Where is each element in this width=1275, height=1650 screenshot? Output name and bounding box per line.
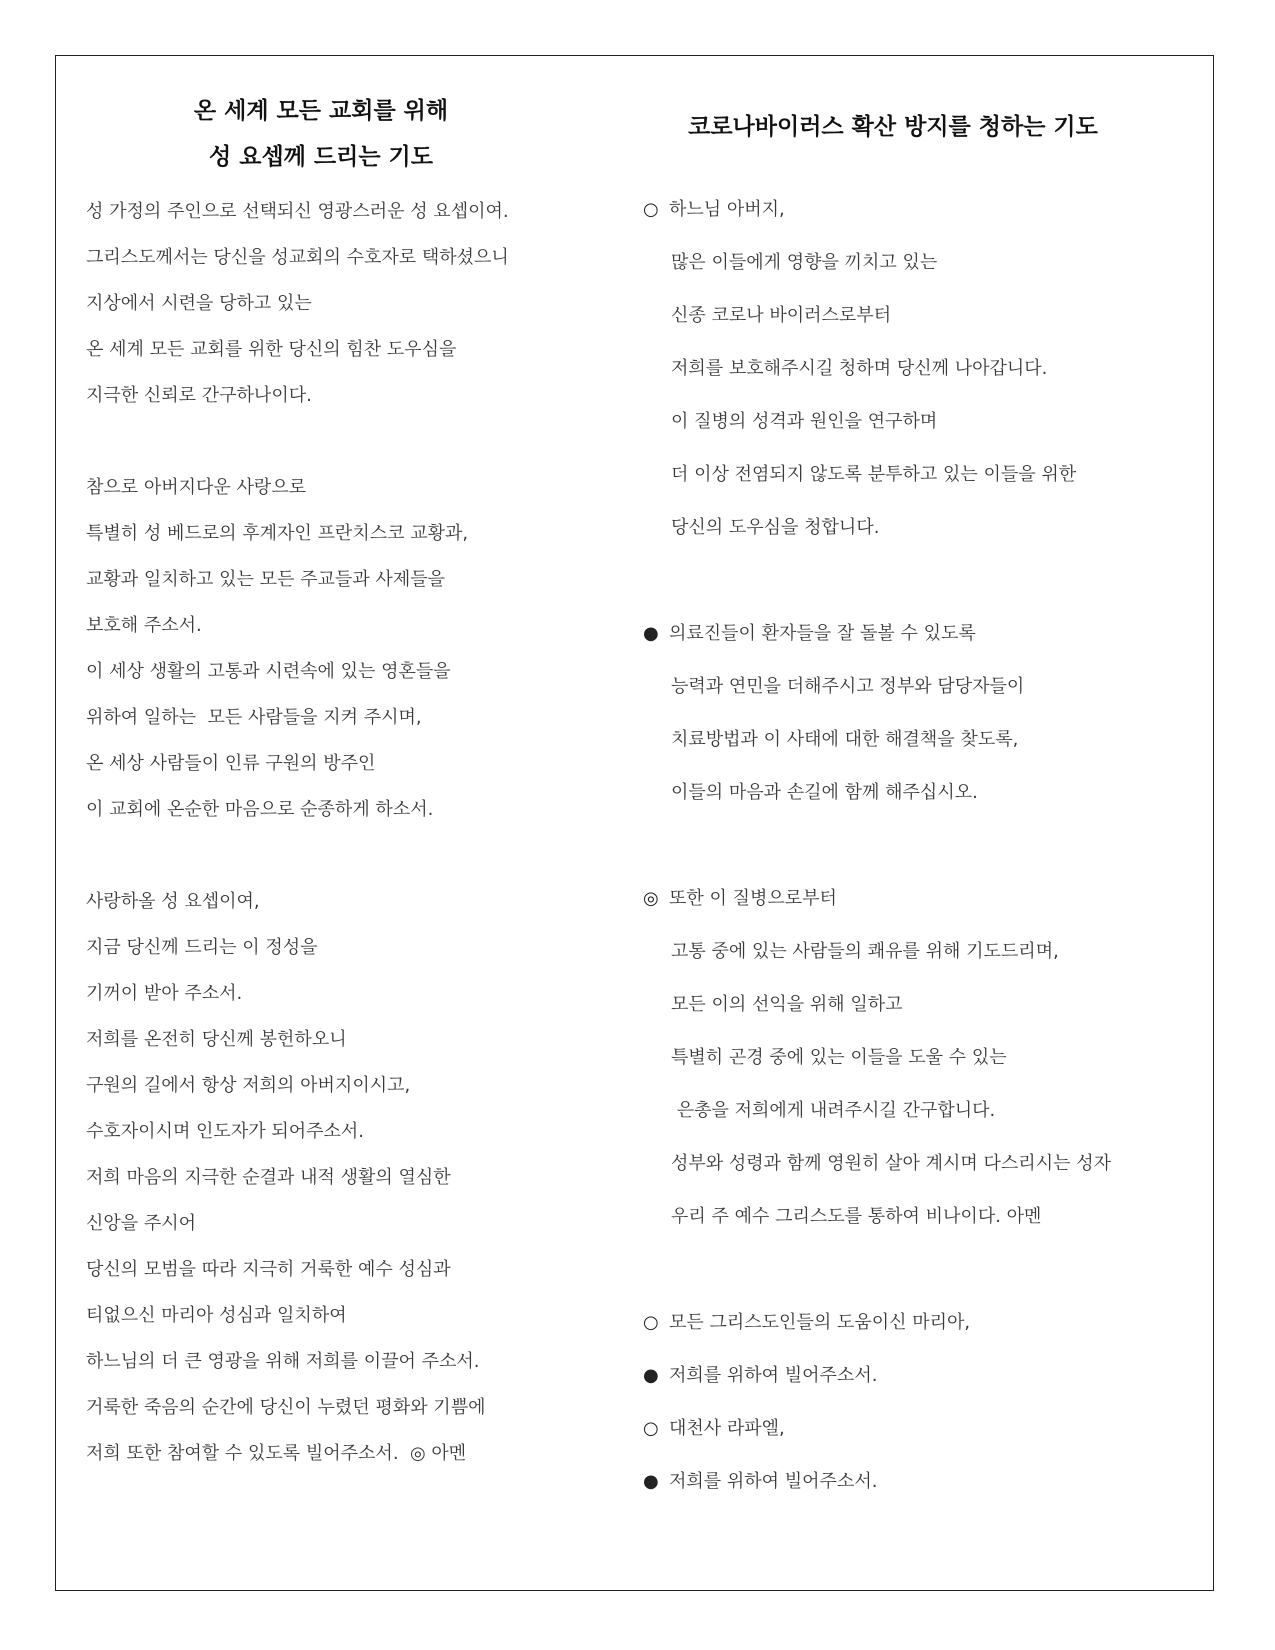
text-line: 온 세상 사람들이 인류 구원의 방주인 <box>86 753 376 774</box>
text-line: 이 세상 생활의 고통과 시련속에 있는 영혼들을 <box>86 661 451 682</box>
text-line: 신앙을 주시어 <box>86 1213 197 1234</box>
text-line: 위하여 일하는 모든 사람들을 지켜 주시며, <box>86 707 422 728</box>
bullseye-icon: ◎ <box>643 888 659 909</box>
text-line: 능력과 연민을 더해주시고 정부와 담당자들이 <box>671 676 1025 697</box>
left-title-line-1: 온 세계 모든 교회를 위해 <box>193 98 449 124</box>
text-line: 보호해 주소서. <box>86 615 202 636</box>
text-line: 특별히 곤경 중에 있는 이들을 도울 수 있는 <box>671 1047 1007 1068</box>
litany-line <box>643 1455 1111 1508</box>
litany-text: 대천사 라파엘, <box>669 1418 785 1439</box>
hollow-circle-icon: ○ <box>643 1418 659 1439</box>
text-line: 당신의 모범을 따라 지극히 거룩한 예수 성심과 <box>86 1259 451 1280</box>
section-3-first-line <box>643 872 1111 925</box>
text-line: 지극한 신뢰로 간구하나이다. <box>86 385 312 406</box>
text-line: 교황과 일치하고 있는 모든 주교들과 사제들을 <box>86 569 445 590</box>
text-line: 지상에서 시련을 당하고 있는 <box>86 293 312 314</box>
text-line: 더 이상 전염되지 않도록 분투하고 있는 이들을 위한 <box>671 464 1077 485</box>
text-line: 하느님 아버지, <box>669 199 785 220</box>
text-line: 이들의 마음과 손길에 함께 해주십시오. <box>671 782 978 803</box>
page-frame <box>55 55 1214 1591</box>
paragraph-gap <box>643 819 1111 872</box>
text-line: 특별히 성 베드로의 후계자인 프란치스코 교황과, <box>86 523 469 544</box>
right-title: 코로나바이러스 확산 방지를 청하는 기도 <box>688 114 1098 140</box>
text-line: 의료진들이 환자들을 잘 돌볼 수 있도록 <box>669 623 976 644</box>
filled-circle-icon: ● <box>643 1471 659 1492</box>
filled-circle-icon: ● <box>643 1365 659 1386</box>
text-line: 이 질병의 성격과 원인을 연구하며 <box>671 411 938 432</box>
filled-circle-icon: ● <box>643 623 659 644</box>
text-line: 모든 이의 선익을 위해 일하고 <box>671 994 903 1015</box>
litany-text: 모든 그리스도인들의 도움이신 마리아, <box>669 1312 971 1333</box>
hollow-circle-icon: ○ <box>643 1312 659 1333</box>
text-line: 이 교회에 온순한 마음으로 순종하게 하소서. <box>86 799 434 820</box>
text-line: 하느님의 더 큰 영광을 위해 저희를 이끌어 주소서. <box>86 1351 480 1372</box>
text-line: 지금 당신께 드리는 이 정성을 <box>86 937 318 958</box>
text-line: 수호자이시며 인도자가 되어주소서. <box>86 1121 364 1142</box>
text-line: 참으로 아버지다운 사랑으로 <box>86 477 307 498</box>
text-line: 저희를 온전히 당신께 봉헌하오니 <box>86 1029 347 1050</box>
litany-line <box>643 1296 1111 1349</box>
text-line: 치료방법과 이 사태에 대한 해결책을 찾도록, <box>671 729 1019 750</box>
litany-line <box>643 1402 1111 1455</box>
litany-text: 저희를 위하여 빌어주소서. <box>669 1365 878 1386</box>
paragraph-gap <box>643 554 1111 607</box>
text-line: 저희를 보호해주시길 청하며 당신께 나아갑니다. <box>671 358 1048 379</box>
text-line: 거룩한 죽음의 순간에 당신이 누렸던 평화와 기쁨에 <box>86 1397 486 1418</box>
litany-text: 저희를 위하여 빌어주소서. <box>669 1471 878 1492</box>
text-line: 우리 주 예수 그리스도를 통하여 비나이다. 아멘 <box>671 1206 1042 1227</box>
litany-line <box>643 1349 1111 1402</box>
text-line: 성 가정의 주인으로 선택되신 영광스러운 성 요셉이여. <box>86 201 509 222</box>
left-title-line-2: 성 요셉께 드리는 기도 <box>209 144 433 170</box>
text-line: 온 세계 모든 교회를 위한 당신의 힘찬 도우심을 <box>86 339 457 360</box>
left-prayer-body <box>86 189 509 1477</box>
text-line: 또한 이 질병으로부터 <box>669 888 837 909</box>
text-line: 그리스도께서는 당신을 성교회의 수호자로 택하셨으니 <box>86 247 509 268</box>
text-line: 많은 이들에게 영향을 끼치고 있는 <box>671 252 938 273</box>
text-line: 사랑하올 성 요셉이여, <box>86 891 260 912</box>
paragraph-gap <box>643 1243 1111 1296</box>
section-1-first-line <box>643 183 1111 236</box>
text-line: 고통 중에 있는 사람들의 쾌유를 위해 기도드리며, <box>671 941 1059 962</box>
text-line: 저희 마음의 지극한 순결과 내적 생활의 열심한 <box>86 1167 451 1188</box>
text-line: 티없으신 마리아 성심과 일치하여 <box>86 1305 347 1326</box>
right-prayer-body <box>643 183 1111 1508</box>
section-2-first-line <box>643 607 1111 660</box>
left-title <box>86 88 556 180</box>
text-line: 성부와 성령과 함께 영원히 살아 계시며 다스리시는 성자 <box>671 1153 1111 1174</box>
text-line: 신종 코로나 바이러스로부터 <box>671 305 892 326</box>
text-line: 기꺼이 받아 주소서. <box>86 983 243 1004</box>
hollow-circle-icon: ○ <box>643 199 659 220</box>
paragraph-gap <box>86 833 509 879</box>
paragraph-gap <box>86 419 509 465</box>
text-line: 당신의 도우심을 청합니다. <box>671 517 880 538</box>
text-line: 저희 또한 참여할 수 있도록 빌어주소서. ◎ 아멘 <box>86 1443 467 1464</box>
text-line: 은총을 저희에게 내려주시길 간구합니다. <box>671 1100 996 1121</box>
text-line: 구원의 길에서 항상 저희의 아버지이시고, <box>86 1075 411 1096</box>
